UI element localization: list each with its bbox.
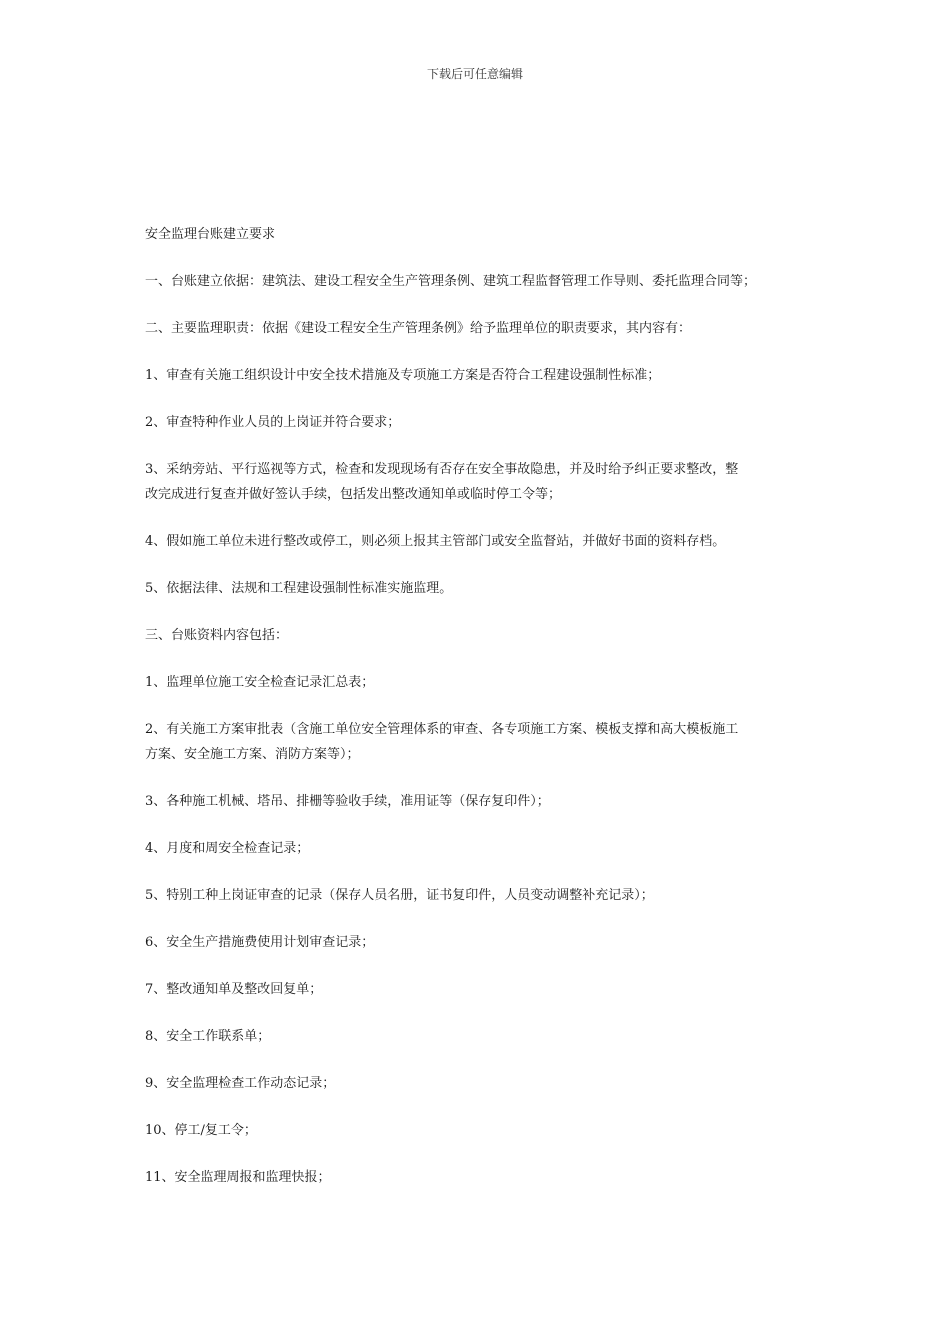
paragraph	[145, 410, 825, 435]
paragraph-line: 三、台账资料内容包括：	[145, 628, 289, 643]
paragraph-line: 2、审查特种作业人员的上岗证并符合要求；	[145, 415, 401, 430]
paragraph-line: 改完成进行复查并做好签认手续，包括发出整改通知单或临时停工令等；	[145, 487, 562, 502]
document-body	[145, 222, 825, 1212]
paragraph	[145, 717, 825, 767]
paragraph	[145, 883, 825, 908]
paragraph-line: 2、有关施工方案审批表（含施工单位安全管理体系的审查、各专项施工方案、模板支撑和高大模板施工	[145, 722, 739, 737]
paragraph-line: 1、审查有关施工组织设计中安全技术措施及专项施工方案是否符合工程建设强制性标准；	[145, 368, 661, 383]
paragraph	[145, 623, 825, 648]
paragraph	[145, 363, 825, 388]
paragraph-line: 4、假如施工单位未进行整改或停工，则必须上报其主管部门或安全监督站，并做好书面的资料存档。	[145, 534, 726, 549]
paragraph-line: 7、整改通知单及整改回复单；	[145, 982, 323, 997]
paragraph	[145, 529, 825, 554]
paragraph	[145, 1071, 825, 1096]
paragraph	[145, 457, 825, 507]
paragraph-line: 5、特别工种上岗证审查的记录（保存人员名册，证书复印件，人员变动调整补充记录）；	[145, 888, 654, 903]
paragraph-line: 11、安全监理周报和监理快报；	[145, 1170, 331, 1185]
paragraph	[145, 836, 825, 861]
page-header: 下载后可任意编辑	[426, 67, 523, 81]
paragraph-line: 1、监理单位施工安全检查记录汇总表；	[145, 675, 375, 690]
paragraph-line: 3、各种施工机械、塔吊、排栅等验收手续，准用证等（保存复印件）；	[145, 794, 550, 809]
paragraph-line: 9、安全监理检查工作动态记录；	[145, 1076, 336, 1091]
paragraph-line: 5、依据法律、法规和工程建设强制性标准实施监理。	[145, 581, 453, 596]
paragraph	[145, 1165, 825, 1190]
paragraph-line: 6、安全生产措施费使用计划审查记录；	[145, 935, 375, 950]
paragraph-line: 10、停工/复工令；	[145, 1123, 257, 1138]
paragraph	[145, 1118, 825, 1143]
paragraph	[145, 1024, 825, 1049]
paragraph-line: 二、主要监理职责：依据《建设工程安全生产管理条例》给予监理单位的职责要求，其内容有：	[145, 321, 692, 336]
paragraph-line: 一、台账建立依据：建筑法、建设工程安全生产管理条例、建筑工程监督管理工作导则、委托监理合同等；	[145, 274, 757, 289]
paragraph-line: 4、月度和周安全检查记录；	[145, 841, 310, 856]
paragraph	[145, 930, 825, 955]
paragraph-line: 3、采纳旁站、平行巡视等方式，检查和发现现场有否存在安全事故隐患，并及时给予纠正要求整改，整	[145, 462, 739, 477]
paragraph	[145, 316, 825, 341]
paragraph	[145, 269, 825, 294]
paragraph	[145, 977, 825, 1002]
paragraph	[145, 670, 825, 695]
paragraph-line: 8、安全工作联系单；	[145, 1029, 271, 1044]
document-title: 安全监理台账建立要求	[145, 227, 276, 242]
paragraph-line: 方案、安全施工方案、消防方案等）；	[145, 747, 360, 762]
paragraph	[145, 576, 825, 601]
paragraph-list	[145, 269, 825, 1190]
paragraph	[145, 789, 825, 814]
